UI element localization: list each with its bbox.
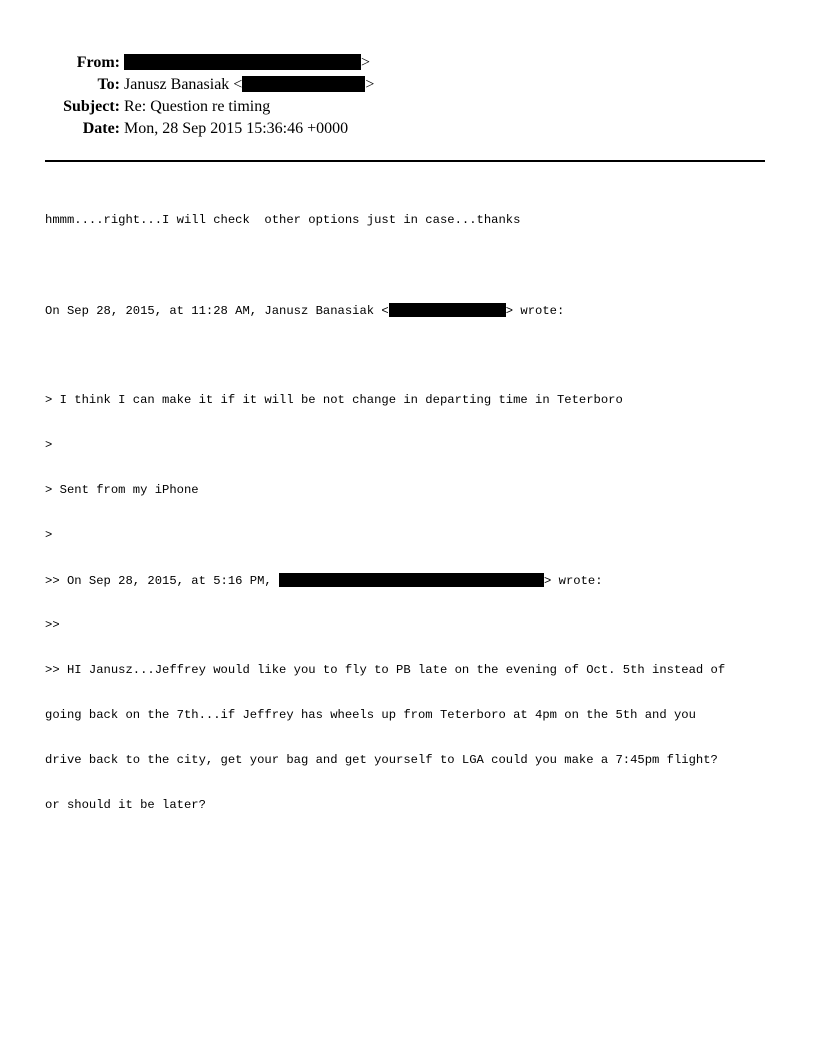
nested-quote-attribution <box>45 573 775 588</box>
from-value <box>124 52 370 74</box>
redaction-block <box>279 573 544 587</box>
quoted-line: going back on the 7th...if Jeffrey has wheels up from Teterboro at 4pm on the 5th and you <box>45 708 696 722</box>
quoted-line: > <box>45 528 53 542</box>
redaction-block <box>389 303 506 317</box>
date-row <box>0 118 816 140</box>
to-value <box>124 74 374 96</box>
attribution-suffix: > wrote: <box>505 304 565 318</box>
body-line: hmmm....right...I will check other options just in case...thanks <box>45 213 521 227</box>
to-row <box>0 74 816 96</box>
quote-attribution <box>45 303 775 318</box>
nested-attribution-prefix: >> On Sep 28, 2015, at 5:16 PM, <box>45 574 280 588</box>
attribution-prefix: On Sep 28, 2015, at 11:28 AM, Janusz Banasiak < <box>45 304 389 318</box>
from-label: From: <box>76 54 120 71</box>
email-header <box>0 52 816 140</box>
quoted-line: > <box>45 438 53 452</box>
quoted-line: or should it be later? <box>45 798 206 812</box>
date-value: Mon, 28 Sep 2015 15:36:46 +0000 <box>124 120 349 137</box>
from-row <box>0 52 816 74</box>
subject-label: Subject: <box>63 98 120 115</box>
blank-line <box>45 348 775 363</box>
quoted-line: drive back to the city, get your bag and get yourself to LGA could you make a 7:45pm flight? <box>45 753 718 767</box>
quoted-line: > I think I can make it if it will be not change in departing time in Teterboro <box>45 393 623 407</box>
to-name: Janusz Banasiak < <box>124 76 243 93</box>
redaction-block <box>124 54 361 70</box>
quoted-line: >> <box>45 618 60 632</box>
subject-row <box>0 96 816 118</box>
from-suffix: > <box>361 54 371 71</box>
blank-line <box>45 258 775 273</box>
quoted-line: >> HI Janusz...Jeffrey would like you to fly to PB late on the evening of Oct. 5th instead of <box>45 663 726 677</box>
email-body <box>45 183 775 828</box>
nested-attribution-suffix: > wrote: <box>544 574 603 588</box>
to-label: To: <box>97 76 120 93</box>
subject-value: Re: Question re timing <box>124 98 271 115</box>
to-suffix: > <box>365 76 375 93</box>
quoted-line: > Sent from my iPhone <box>45 483 199 497</box>
header-divider <box>45 160 765 162</box>
redaction-block <box>242 76 365 92</box>
date-label: Date: <box>82 120 120 137</box>
